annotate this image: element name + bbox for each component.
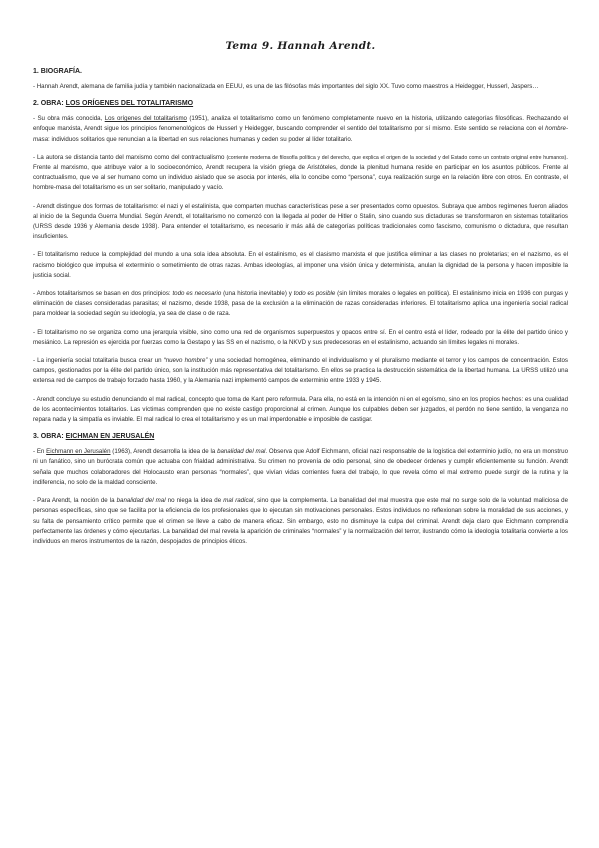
text-run: (1951), analiza el totalitarismo como un fenómeno completamente nuevo en la historia, utilizando categorías filosóficas. Rechazando el enfoque marxista, Arendt sigue los principios fenomenológicos de Husserl y Heidegger, buscando comprender el sentido del totalitarismo por sí mismo. Este sentido se relaciona con el bbox=[33, 115, 568, 133]
section-heading-origenes bbox=[33, 100, 568, 107]
paragraph-origenes-5 bbox=[33, 289, 568, 320]
text-run: (1963), Arendt desarrolla la idea de la bbox=[110, 448, 218, 456]
book-title-link: Eichmann en Jerusalén bbox=[46, 448, 111, 456]
section-title-link: EICHMAN EN JERUSALÉN bbox=[65, 433, 155, 441]
section-prefix: 3. OBRA: bbox=[33, 433, 66, 441]
section-heading-biografia: 1. BIOGRAFÍA. bbox=[33, 68, 83, 75]
parenthetical-note: (corriente moderna de filosofía política y del derecho, que explica el origen de la sociedad y del Estado como un contrato original entre humanos) bbox=[226, 154, 567, 161]
text-run: : individuos solitarios que renuncian a la libertad en sus relaciones humanas y ceden su poder al líder totalitario. bbox=[48, 135, 353, 143]
text-run: - Ambos totalitarismos se basan en dos principios: bbox=[33, 290, 173, 298]
emphasis-term: todo es posible bbox=[293, 290, 336, 298]
emphasis-term: hombre-masa bbox=[33, 125, 568, 143]
text-run: y una sociedad homogénea, eliminando el individualismo y el pluralismo mediante el terror y los campos de concentración. Estos campos, gestionados por la élite del partido único, son la institución más representativa del totalitarismo. En ellos se practica la destrucción sistemática de la libertad humana. La URSS utilizó una extensa red de campos de trabajo forzado hasta 1960, y la Alemania nazi implementó campos de exterminio entre 1933 y 1945. bbox=[33, 357, 568, 385]
paragraph-origenes-8: - Arendt concluye su estudio denunciando el mal radical, concepto que toma de Kant pero reformula. Para ella, no está en la intención ni en el egoísmo, sino en los propios hechos: es una cualidad de los acontecimientos totalitarios. Las víctimas comprenden que no existe castigo proporcional al crimen. Aunque los culpables deben ser juzgados, el perdón no tiene sentido, la venganza no repara nada y la simpatía es inviable. El mal radical lo crea el totalitarismo y es un mal imperdonable e imposible de castigar. bbox=[33, 395, 568, 424]
paragraph-origenes-1 bbox=[33, 114, 568, 145]
emphasis-term: mal radical bbox=[223, 497, 254, 505]
paragraph-origenes-7 bbox=[33, 356, 568, 387]
emphasis-term: “nuevo hombre” bbox=[163, 357, 208, 365]
text-run: - Para Arendt, la noción de la bbox=[33, 497, 117, 505]
section-title-link: LOS ORÍGENES DEL TOTALITARISMO bbox=[65, 100, 194, 108]
paragraph-origenes-3: - Arendt distingue dos formas de totalitarismo: el nazi y el estalinista, que comparten muchas características pese a ser presentados como opuestos. Subraya que ambos regímenes fueron aliados al inicio de la Segunda Guerra Mundial. Según Arendt, el totalitarismo no comenzó con la llegada al poder de Hitler o Stalin, sino cuando sus dictaduras se transformaron en sistemas totalitarios (URSS desde 1936 y Alemania desde 1938). Para entender el totalitarismo, es necesario ir más allá de categorías políticas tradicionales como fascismo, comunismo o dictadura, que resultan insuficientes. bbox=[33, 202, 568, 241]
text-run: (una historia inevitable) y bbox=[221, 290, 294, 298]
text-run: , sino que la complementa. La banalidad del mal muestra que este mal no surge solo de la voluntad maliciosa de personas específicas, sino que se facilita por la eficiencia de los profesionales que lo ejecutan sin motivaciones personales. Estos individuos no reflexionan sobre la moralidad de sus acciones, y su falta de pensamiento crítico permite que el crimen se lleve a cabo de manera eficaz. Sin embargo, esto no disminuye la culpa del criminal. Arendt deja claro que Eichmann comprendía perfectamente las órdenes y cómo ejecutarlas. La banalidad del mal revela la aparición de criminales “normales” y la normalización del terror, ilustrando cómo la ideología totalitaria convierte a los individuos en meros instrumentos de la razón, despojados de principios éticos. bbox=[33, 497, 568, 545]
section-prefix: 2. OBRA: bbox=[33, 100, 66, 108]
emphasis-term: todo es necesario bbox=[172, 290, 222, 298]
text-run: - La autora se distancia tanto del marxismo como del contractualismo bbox=[33, 153, 227, 161]
paragraph-origenes-4: - El totalitarismo reduce la complejidad del mundo a una sola idea absoluta. En el estalinismo, es el clasismo marxista el que justifica eliminar a las clases no proletarias; en el nazismo, es el racismo biológico que impulsa el exterminio o sometimiento de otras razas. Ambas ideologías, al imponer una visión única y determinista, anulan la dignidad de la persona y hacen imposible la justicia social. bbox=[33, 251, 568, 279]
book-title-link: Los orígenes del totalitarismo bbox=[104, 115, 187, 123]
text-run: . Frente al marxismo, que atribuye valor a lo socioeconómico, Arendt recupera la visión griega de Aristóteles, donde la plenitud humana reside en participar en los asuntos públicos. Frente al contractualismo, que ve al ser humano como un individuo aislado que se asocia por interés, ella lo concibe como “persona”, cuya realización surge en la relación libre con otros. En contraste, el hombre-masa del totalitarismo es un ser solitario, manipulado y vacío. bbox=[33, 153, 569, 192]
paragraph-eichman-2 bbox=[33, 496, 568, 547]
section-heading-eichman bbox=[33, 433, 568, 440]
emphasis-term: banalidad del mal bbox=[217, 448, 266, 456]
paragraph-eichman-1 bbox=[33, 447, 568, 488]
text-run: - Su obra más conocida, bbox=[33, 115, 105, 123]
emphasis-term: banalidad del mal bbox=[116, 497, 166, 505]
text-run: - En bbox=[33, 448, 47, 456]
paragraph-biografia: - Hannah Arendt, alemana de familia judía y también nacionalizada en EEUU, es una de las filósofas más importantes del siglo XX. Tuvo como maestros a Heidegger, Husserl, Jaspers… bbox=[33, 83, 539, 90]
paragraph-origenes-2 bbox=[33, 153, 568, 194]
text-run: no niega la idea de bbox=[165, 497, 224, 505]
text-run: (sin límites morales o legales en política). El estalinismo inicia en 1936 con purgas y eliminación de clases consideradas parasitas; el nazismo, desde 1938, pasa de la exclusión a la eliminación de razas consideradas inferiores. El totalitarismo aplica una ingeniería social radical para moldear la sociedad según su ideología, ya sea de clase o de raza. bbox=[33, 290, 568, 318]
paragraph-origenes-6: - El totalitarismo no se organiza como una jerarquía visible, sino como una red de organismos superpuestos y opacos entre sí. En el centro está el líder, rodeado por la élite del partido único y mesiánico. La represión es ejercida por fuerzas como la Gestapo y las SS en el nazismo, o la NKVD y sus predecesoras en el estalinismo, actuando sin límites legales ni morales. bbox=[33, 328, 568, 346]
text-run: - La ingeniería social totalitaria busca crear un bbox=[33, 357, 164, 365]
text-run: . Observa que Adolf Eichmann, oficial nazi responsable de la logística del exterminio judío, no era un monstruo ni un fanático, sino un burócrata común que actuaba con frialdad administrativa. Su crimen no provenía de odio personal, sino de obedecer órdenes y cumplir eficientemente su función. Arendt señala que muchos colaboradores del Holocausto eran personas “normales”, que vivían vidas corrientes fuera del trabajo, lo que revela cómo el mal extremo puede surgir de la rutina y la indiferencia, no solo de la maldad consciente. bbox=[33, 448, 568, 486]
page-title: Tema 9. Hannah Arendt. bbox=[225, 40, 376, 52]
